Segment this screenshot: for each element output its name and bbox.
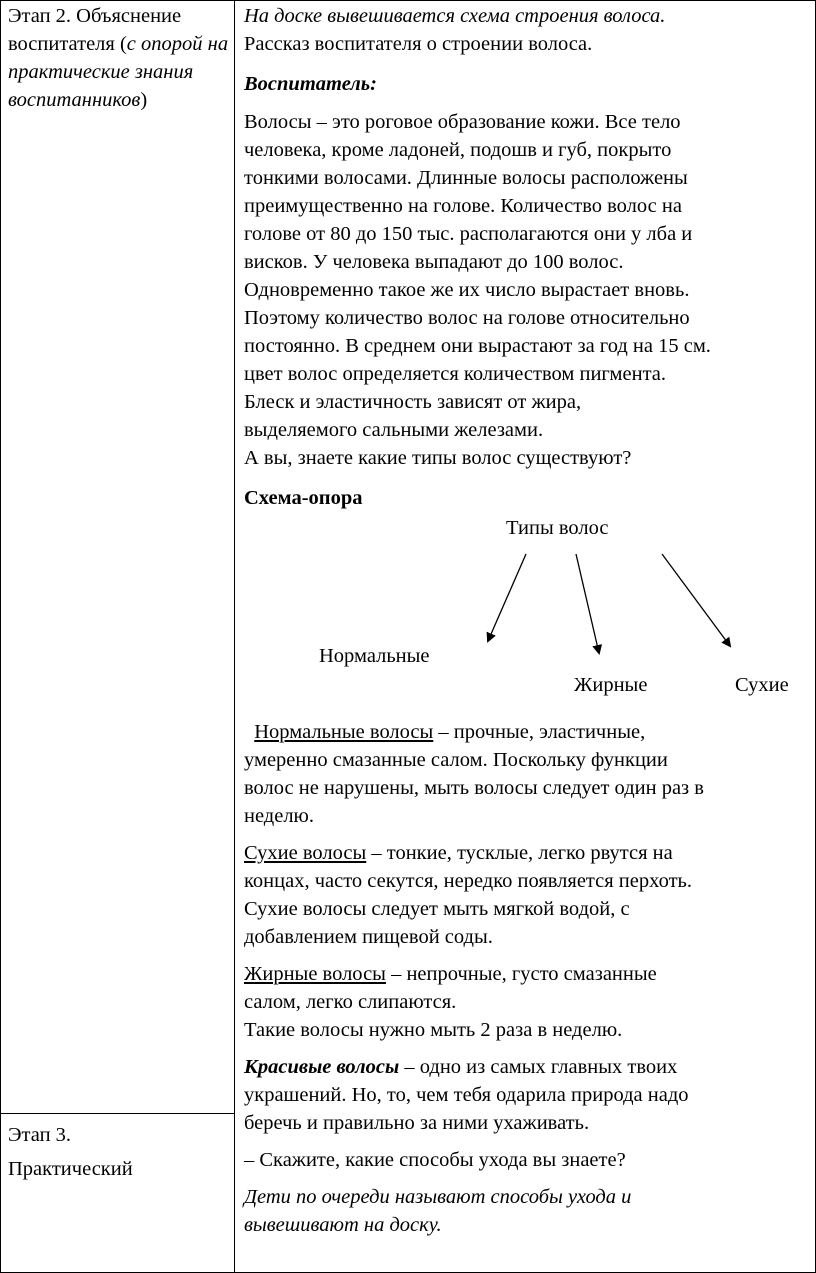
text-line: Такие волосы нужно мыть 2 раза в неделю.	[244, 1019, 623, 1041]
text-line: постоянно. В среднем они вырастают за год на 15 см.	[244, 335, 711, 357]
stage2-title: Этап 2. Объяснение воспитателя	[8, 5, 182, 55]
speaker-label: Воспитатель:	[244, 73, 377, 95]
text-line: А вы, знаете какие типы волос существуют?	[244, 447, 632, 469]
text-line: Сухие волосы следует мыть мягкой водой, с	[244, 898, 630, 920]
arrow-to-dry	[662, 554, 730, 646]
column-divider	[234, 0, 235, 1272]
text-line: висков. У человека выпадают до 100 волос.	[244, 251, 624, 273]
text-line: голове от 80 до 150 тыс. располагаются они у лба и	[244, 223, 693, 245]
text-line: умеренно смазанные салом. Поскольку функции	[244, 749, 668, 771]
text-line: салом, легко слипаются.	[244, 991, 457, 1013]
text-line: Блеск и эластичность зависят от жира,	[244, 391, 582, 413]
intro-text: Рассказ воспитателя о строении волоса.	[244, 33, 593, 55]
text-line: тонкими волосами. Длинные волосы расположены	[244, 167, 688, 189]
text-line: цвет волос определяется количеством пигмента.	[244, 363, 667, 385]
normal-hair-term: Нормальные волосы	[254, 721, 434, 743]
beautiful-hair-paragraph: Красивые волосы – одно из самых главных твоих украшений. Но, то, чем тебя одарила природа надо беречь и правильно за ними ухаживать.	[244, 1053, 812, 1137]
table-border-top	[0, 0, 816, 1]
text-line: вывешивают на доску.	[244, 1214, 442, 1236]
table-border-left	[0, 0, 1, 1272]
normal-hair-paragraph: Нормальные волосы – прочные, эластичные, умеренно смазанные салом. Поскольку функции волос не нарушены, мыть волосы следует один раз в неделю.	[244, 718, 812, 830]
arrow-to-oily	[576, 554, 599, 653]
diagram-oily-label: Жирные	[574, 674, 648, 696]
explanation-paragraph	[244, 108, 812, 472]
stage3-number: Этап 3.	[8, 1124, 72, 1146]
text-line: Одновременно такое же их число вырастает вновь.	[244, 279, 690, 301]
diagram-dry-label: Сухие	[735, 674, 789, 696]
stage3-cell	[8, 1118, 233, 1186]
text-line: волос не нарушены, мыть волосы следует один раз в	[244, 777, 704, 799]
stage3-title: Практический	[8, 1158, 133, 1180]
intro-note: На доске вывешивается схема строения волоса.	[244, 5, 666, 27]
arrow-to-normal	[488, 554, 526, 641]
beautiful-hair-term: Красивые волосы	[244, 1056, 400, 1078]
text-line: концах, часто секутся, нередко появляется перхоть.	[244, 870, 692, 892]
text-line: выделяемого сальными железами.	[244, 419, 544, 441]
diagram-root-label: Типы волос	[506, 517, 609, 539]
text-line: беречь и правильно за ними ухаживать.	[244, 1112, 590, 1134]
stage2-cell: Этап 2. Объяснение воспитателя (с опорой на практические знания воспитанников)	[8, 5, 229, 111]
oily-hair-paragraph: Жирные волосы – непрочные, густо смазанные салом, легко слипаются. Такие волосы нужно мыть 2 раза в неделю.	[244, 960, 812, 1044]
hair-types-diagram	[244, 512, 812, 712]
children-activity-note	[244, 1183, 812, 1239]
diagram-arrows	[244, 512, 812, 712]
scheme-heading: Схема-опора	[244, 487, 363, 509]
care-question: – Скажите, какие способы ухода вы знаете?	[244, 1149, 626, 1171]
stage-row-divider	[0, 1113, 235, 1114]
diagram-normal-label: Нормальные	[319, 645, 430, 667]
text-line: Дети по очереди называют способы ухода и	[244, 1186, 632, 1208]
dry-hair-paragraph: Сухие волосы – тонкие, тусклые, легко рвутся на концах, часто секутся, нередко появляется перхоть. Сухие волосы следует мыть мягкой водой, с добавлением пищевой соды.	[244, 839, 812, 951]
content-cell	[244, 2, 812, 1239]
text-line: Поэтому количество волос на голове относительно	[244, 307, 690, 329]
text-line: Волосы – это роговое образование кожи. Все тело	[244, 111, 681, 133]
text-line: неделю.	[244, 805, 314, 827]
text-line: человека, кроме ладоней, подошв и губ, покрыто	[244, 139, 672, 161]
text-line: преимущественно на голове. Количество волос на	[244, 195, 682, 217]
oily-hair-term: Жирные волосы	[244, 963, 386, 985]
dry-hair-term: Сухие волосы	[244, 842, 367, 864]
stage2-note: с опорой на практические знания воспитанников	[8, 33, 229, 111]
text-line: добавлением пищевой соды.	[244, 926, 493, 948]
text-line: украшений. Но, то, чем тебя одарила природа надо	[244, 1084, 689, 1106]
